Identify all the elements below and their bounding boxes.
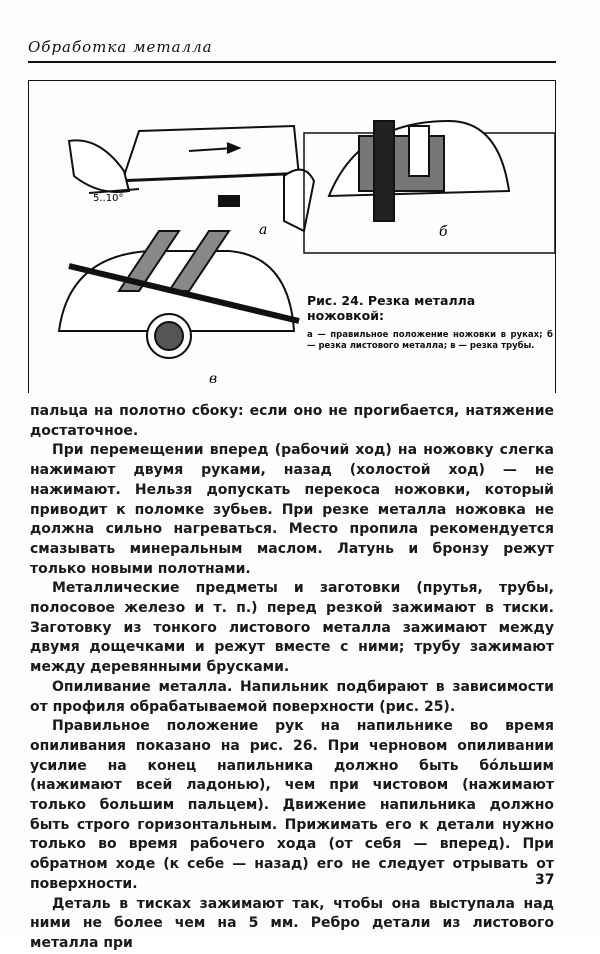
page-number: 37 [535, 872, 555, 888]
figure-24 [28, 80, 556, 393]
hacksaw-drawing [69, 126, 314, 231]
running-header: Обработка металла [28, 38, 213, 56]
sheet-cutting-drawing [329, 121, 509, 221]
paragraph [30, 678, 554, 717]
label-v: в [209, 371, 218, 387]
pipe-cutting-drawing [59, 231, 299, 358]
caption-text: а — правильное положение ножовки в руках; б — резка листового металла; в — резка трубы. [307, 330, 553, 351]
paragraph-text: Напильник подбирают в зависимости от профиля обрабатываемой поверхности (рис. 25). [30, 678, 554, 715]
paragraph: Металлические предметы и заготовки (прутья, трубы, полосовое железо и т. п.) перед резкой зажимают в тиски. Заготовку из тонкого листового металла зажимают между двумя дощечками и режут вместе с ними; трубу зажимают между деревянными брусками. [30, 580, 554, 676]
paragraph: пальца на полотно сбоку: если оно не прогибается, натяжение достаточное. [30, 403, 554, 439]
header-rule [28, 61, 556, 63]
label-a: а [259, 222, 268, 238]
caption-title: Рис. 24. Резка металла ножовкой: [307, 293, 476, 323]
paragraph: При перемещении вперед (рабочий ход) на ножовку слегка нажимают двумя руками, назад (холостой ход) — не нажимают. Нельзя допускать перекоса ножовки, который приводит к поломке зубьев. При резке металла ножовка не должна сильно нагреваться. Место пропила рекомендуется смазывать минеральным маслом. Латунь и бронзу режут только новыми полотнами. [30, 442, 554, 577]
figure-caption [307, 293, 553, 352]
body-text [30, 402, 554, 954]
section-heading: Опиливание металла. [52, 678, 233, 695]
label-b: б [439, 224, 448, 240]
paragraph: Деталь в тисках зажимают так, чтобы она выступала над ними не более чем на 5 мм. Ребро детали из листового металла при [30, 895, 554, 951]
angle-label: 5..10° [93, 193, 124, 204]
paragraph: Правильное положение рук на напильнике во время опиливания показано на рис. 26. При черновом опиливании усилие на конец напильника должно быть бо́льшим (нажимают всей ладонью), чем при чистовом (нажимают только большим пальцем). Движение напильника должно быть строго горизонтальным. Прижимать его к детали нужно только во время рабочего хода (от себя — вперед). При обратном ходе (к себе — назад) его не следует отрывать от поверхности. [30, 718, 554, 892]
